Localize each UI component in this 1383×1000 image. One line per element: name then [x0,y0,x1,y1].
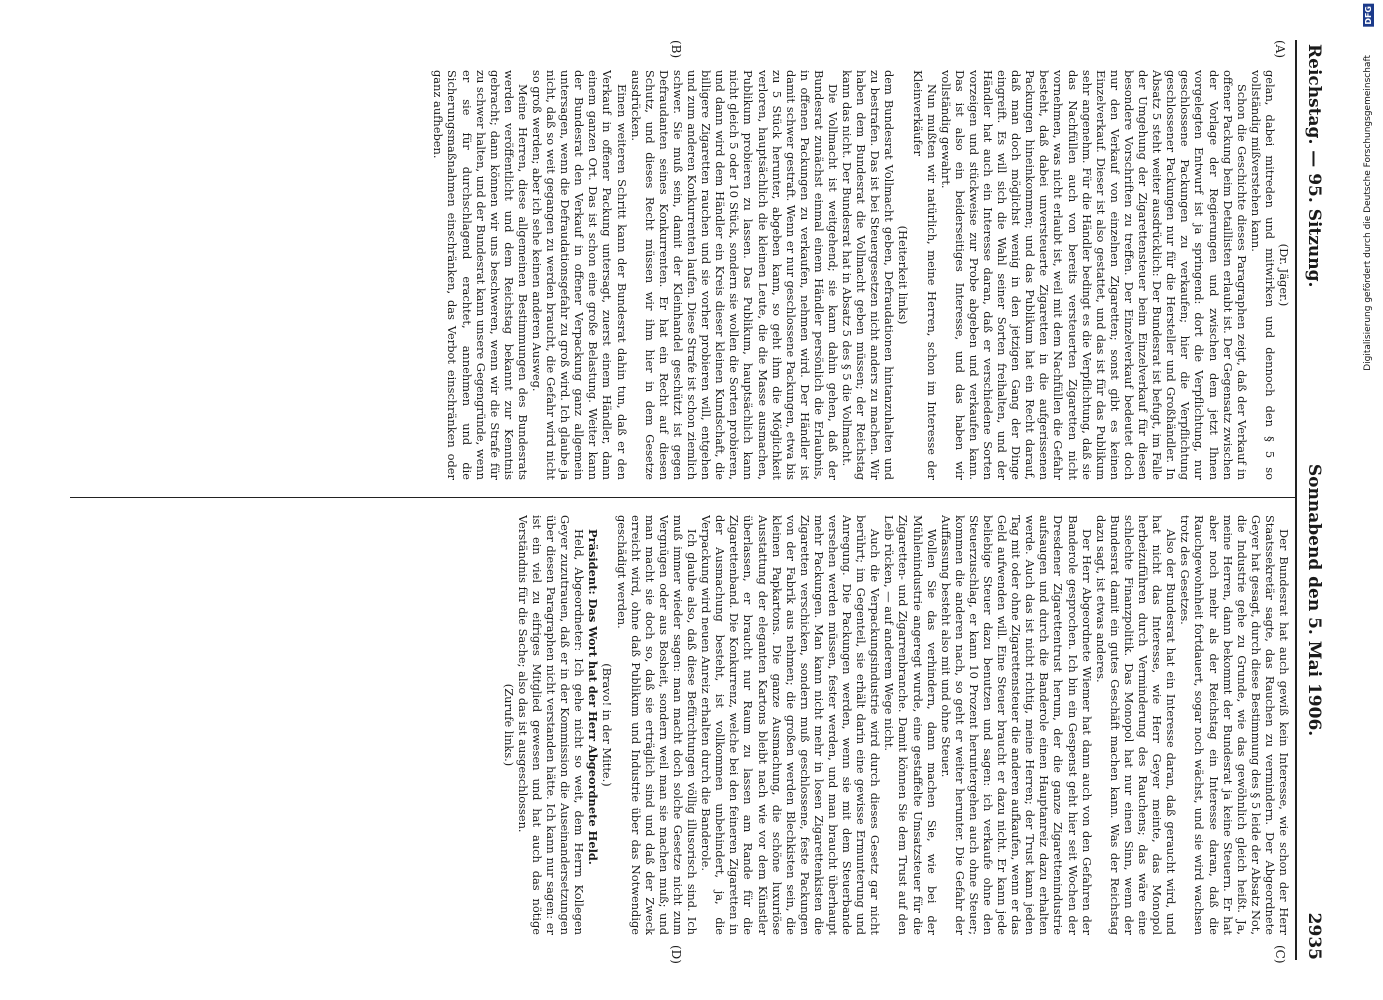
speaker-tag: (Dr. Jäger.) [1277,243,1291,307]
page-number: 2935 [1304,912,1324,960]
header-rule [1295,40,1297,960]
digitization-note [1359,4,1377,994]
paragraph: Meine Herren, diese allgemeinen Bestimmungen des Bundesrats werden veröffentlicht und dem Reichstag bekannt zur Kenntnis gebracht; dann können wir uns beschweren, wenn wir die Strafe für zu schwer halten, und der Bundesrat kann unsere Gegengründe, wenn er sie für durchschlagend erachtet, annehmen und die Sicherungsmaßnahmen einschränken, das Verbot einschränken oder ganz aufheben. [431,70,530,480]
interjection: (Heiterkeit links) [896,225,911,325]
header-left: Reichstag. — 95. Sitzung. [1304,44,1324,288]
margin-marker-b: (B) [669,40,683,59]
right-column [70,515,1291,935]
page-header [1299,44,1329,960]
paragraph: Auch die Verpackungsindustrie wird durch dieses Gesetz gar nicht berührt; im Gegenteil, sie erhält darin eine gewisse Ermunterung und Anregung. Die Packungen werden, wenn sie mit dem Steuerbande versehen werden müssen, fester werden, und man braucht überhaupt mehr Packungen. Man kann nicht mehr in losen Zigarettenkisten die Zigaretten verschicken, sondern muß geschlossene, feste Packungen von der Fabrik aus nehmen; die großen werden Blechkisten sein, die kleinen Papkartons. Die ganze Ausmachung, die schöne luxuriöse Ausstattung der eleganten Kartons bleibt nach wie vor dem Künstler überlassen, er braucht nur Raum zu lassen am Rande für die Zigarettenband. Die Konkurrenz, welche bei den feineren Zigaretten in der Ausmachung besteht, ist vollkommen unbehindert, ja, die Verpackung wird neuen Anreiz erhalten durch die Banderole. [699,515,883,935]
paragraph: Ich glaube also, daß diese Befürchtungen völlig illusorisch sind. Ich muß immer wieder sagen: man macht doch solche Gesetze nicht zum Vergnügen oder aus Bosheit, sondern weil man sie machen muß; und man macht sie doch so, daß sie erträglich sind und daß der Zweck erreicht wird, ohne daß Publikum und Industrie über das Notwendige geschädigt werden. [614,515,700,935]
paragraph: dem Bundesrat Vollmacht geben, Defraudationen hintanzuhalten und zu bestrafen. Das ist bei Steuergesetzen nicht anders zu machen. Wir haben dem Bundesrat die Vollmacht geben müssen; der Reichstag kann das nicht. Der Bundesrat hat in Absatz 5 des § 5 die Vollmacht. [840,70,897,480]
paragraph: gelan, dabei mitreden und mitwirken und dennoch den § 5 so vollständig mißverstehen kann. [1248,70,1277,480]
digitization-credit: Digitalisierung gefördert durch die Deutsche Forschungsgemeinschaft [1363,54,1373,371]
dfg-logo: DFG [1363,6,1373,25]
paragraph: Einen weiteren Schritt kann der Bundesrat dahin tun, daß er den Verkauf in offener Packung untersagt, zuerst einem Händler, dann einem ganzen Ort. Das ist schon eine große Belastung. Weiter kann der Bundesrat den Verkauf in offener Verpackung ganz allgemein untersagen, wenn die Defraudationsgefahr zu groß wird. Ich glaube ja nicht, daß so weit gegangen zu werden braucht, die Gefahr wird nicht so groß werden; aber ich sehe keinen anderen Ausweg. [530,70,629,480]
paragraph: Held, Abgeordneter: Ich gehe nicht so weit, dem Herrn Kollegen Geyer zuzutrauen, daß er in der Kommission die Auseinandersetzungen über diesen Paragraphen nicht verstanden hätte. Ich kann nur sagen: er ist ein viel zu eifriges Mitglied gewesen und hat auch das nötige Verständnis für die Sache; also das ist ausgeschlossen. [515,515,587,935]
left-column [70,70,1291,480]
interjection: (Bravo! in der Mitte.) [600,663,615,787]
president-line: Präsident: Das Wort hat der Herr Abgeordnete Held. [586,529,601,865]
paragraph: Nun mußten wir natürlich, meine Herren, schon im Interesse der Kleinverkäufer [910,70,939,480]
margin-marker-a: (A) [1273,40,1287,59]
paragraph: Also der Bundesrat hat ein Interesse daran, daß geraucht wird, und hat nicht das Interesse, wie Herr Geyer meinte, das Monopol herbeizuführen durch Verminderung des Rauchens; das wäre eine schlechte Finanzpolitik. Das Monopol hat nur einen Sinn, wenn der Bundesrat damit ein gutes Geschäft machen kann. Was der Reichstag dazu sagt, ist etwas anderes. [1093,515,1179,935]
paragraph: Der Herr Abgeordnete Wiemer hat dann auch von den Gefahren der Banderole gesprochen. Ich bin ein Gespenst geht hier seit Wochen der Dresdener Zigarettentrust herum, der die ganze Zigarettenindustrie aufsaugen und durch die Banderole einen Hauptanreiz dazu erhalten werde. Auch das ist nicht richtig, meine Herren; der Trust kann jeden Tag mit oder ohne Zigarettensteuer die anderen aufkaufen, wenn er das Geld aufwenden will. Eine Steuer braucht er dazu nicht. Er kann jede beliebige Steuer dazu benutzen und sagen: ich verkaufe ohne den Steuerzuschlag, er kann 10 Prozent heruntergehen auch ohne Steuer; kommen die anderen nach, so geht er weiter herunter. Die Gefahr der Auffassung besteht also mit und ohne Steuer. [938,515,1094,935]
paragraph: Wollen Sie das verhindern, dann machen Sie, wie bei der Mühlenindustrie angeregt wurde, eine gestaffelte Umsatzsteuer für die Zigaretten- und Zigarrenbranche. Damit können Sie dem Trust auf den Leib rücken, — auf anderem Wege nicht. [882,515,939,935]
paragraph: Die Vollmacht ist weitgehend; sie kann dahin gehen, daß der Bundesrat zunächst einmal einem Händler persönlich die Erlaubnis, in offenen Packungen zu verkaufen, nehmen wird. Der Händler ist damit schwer gestraft. Wenn er nur geschlossene Packungen, etwa bis zu 5 Stück herunter, abgeben kann, so geht ihm die Möglichkeit verloren, hauptsächlich die kleinen Leute, die die Masse ausmachen, Publikum probieren zu lassen. Das Publikum, hauptsächlich kann nicht gleich 5 oder 10 Stück, sondern sie wollen die Sorten probieren, und dann wird dem Händler ein Kreis dieser kleinen Kundschaft, die billigere Zigaretten rauchen und sie vorher probieren will, entgehen und zum anderen Konkurrenten laufen. Diese Strafe ist schon ziemlich schwer. Sie muß sein, damit der Kleinhandel geschützt ist gegen Defraudanten seines Konkurrenten. Er hat ein Recht auf diesen Schutz, und dieses Recht müssen wir ihm hier in dem Gesetze ausdrücken. [628,70,840,480]
paragraph: Der Bundesrat hat auch gewiß kein Interesse, wie schon der Herr Staatssekretär sagte, das Rauchen zu vermindern. Der Abgeordnete Geyer hat gesagt, durch diese Bestimmung des § 5 leide der Absatz Not, die Industrie gehe zu Grunde, wie das gewöhnlich gleich heißt. Ja, meine Herren, dann bekommt der Bundesrat ja keine Steuern. Er hat aber noch mehr als der Reichstag ein Interesse daran, daß die Rauchgewohnheit fortdauert, sogar noch wächst, und sie wird wachsen trotz des Gesetzes. [1178,515,1291,935]
interjection: (Zurufe links.) [501,683,516,767]
margin-marker-c: (C) [1273,945,1287,964]
margin-marker-d: (D) [669,945,683,964]
header-date: Sonnabend den 5. Mai 1906. [1304,463,1324,737]
paragraph: Schon die Geschichte dieses Paragraphen zeigt, daß der Verkauf in offener Packung beim Detaillisten erlaubt ist. Der Gegensatz zwischen der Vorlage der Regierungen und zwischen dem jetzt Ihnen vorgelegten Entwurf ist ja springend: dort die Verpflichtung, nur geschlossene Packungen zu verkaufen; hier die Verpflichtung geschlossener Packungen nur für die Hersteller und Großhändler. In Absatz 5 steht weiter ausdrücklich: Der Bundesrat ist befugt, im Falle der Umgehung der Zigarettensteuer beim Einzelverkauf für diesen besondere Vorschriften zu treffen. Der Einzelverkauf bedeutet doch nur den Verkauf von einzelnen Zigaretten; sonst gibt es keinen Einzelverkauf. Dieser ist also gestattet, und das ist für das Publikum sehr angenehm. Für die Händler bedingt es die Verpflichtung, daß sie das Nachfüllen auch von bereits versteuerten Zigaretten nicht vornehmen, was nicht erlaubt ist, weil mit dem Nachfüllen die Gefahr besteht, daß dabei unversteuerte Zigaretten in die aufgerissenen Packungen hineinkommen; und das Publikum hat ein Recht darauf, daß man doch möglichst wenig in den jetzigen Gang der Dinge eingreift. Es will sich die Wahl seiner Sorten freihalten, und der Händler hat auch ein Interesse daran, daß er verschiedene Sorten vorzeigen und stückweise zur Probe abgeben und verkaufen kann. Das ist also ein beiderseitiges Interesse, und das haben wir vollständig gewahrt. [938,70,1249,480]
column-divider [70,497,1297,498]
